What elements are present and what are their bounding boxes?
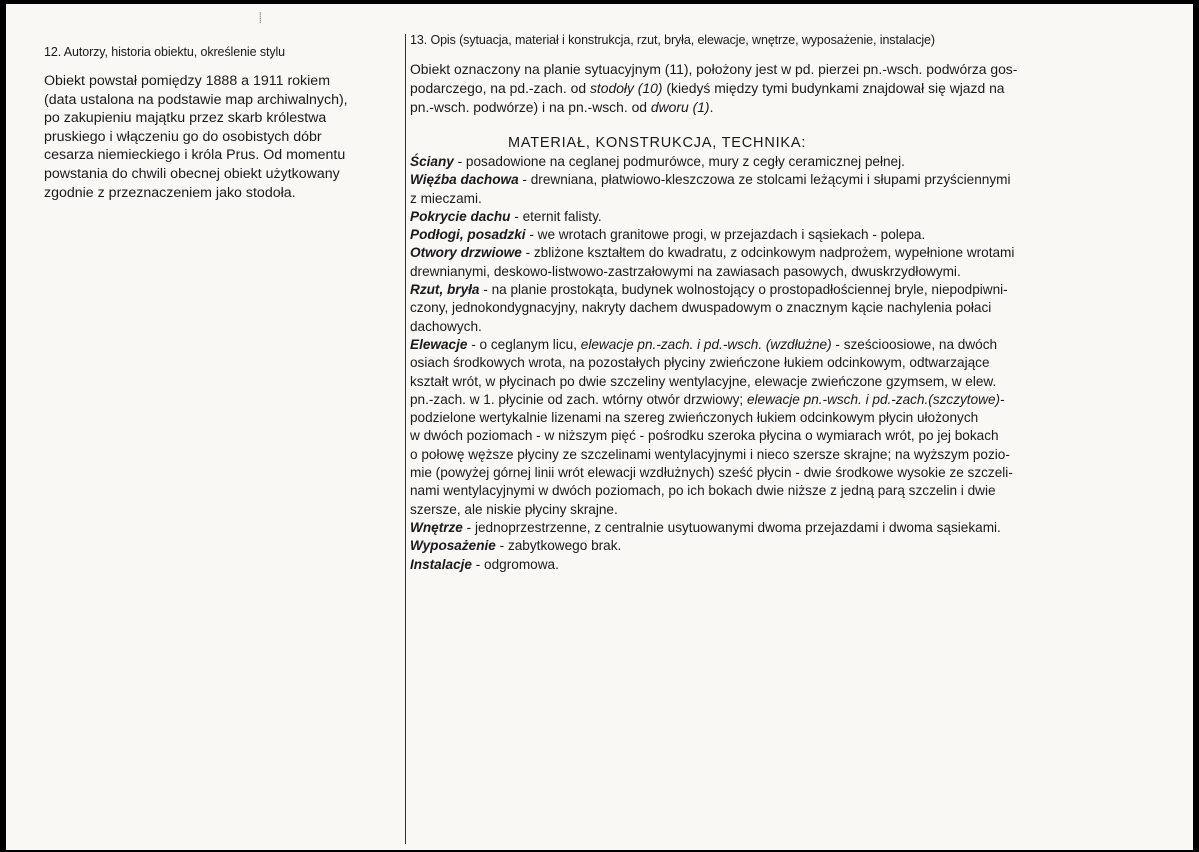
section-13-intro — [410, 60, 1146, 117]
entry-podlogi: Podłogi, posadzki - we wrotach granitowe progi, w przejazdach i sąsiekach - polepa. — [410, 227, 926, 243]
reference-dwor: dworu (1) — [650, 99, 710, 115]
text-line: po zakupieniu majątku przez skarb królestwa — [44, 110, 327, 127]
column-divider — [405, 34, 406, 844]
entry-wnetrze: Wnętrze - jednoprzestrzenne, z centralnie usytuowanymi dwoma przejazdami i dwoma sąsiekami. — [410, 519, 1001, 535]
entry-term: Wnętrze — [410, 519, 463, 535]
material-section-title: MATERIAŁ, KONSTRUKCJA, TECHNIKA: — [508, 135, 807, 151]
text-line: pruskiego i włączeniu go do osobistych dóbr — [44, 128, 322, 145]
punch-mark: ⸽ — [259, 13, 262, 24]
section-12-header: 12. Autorzy, historia obiektu, określenie stylu — [44, 45, 286, 59]
section-13 — [410, 32, 1146, 574]
entry-pokrycie: Pokrycie dachu - eternit falisty. — [410, 208, 602, 224]
text-line: powstania do chwili obecnej obiekt użytkowany — [44, 165, 340, 182]
section-13-header: 13. Opis (sytuacja, materiał i konstrukcja, rzut, bryła, elewacje, wnętrze, wyposażenie, instalacje) — [410, 33, 935, 47]
entry-term: Instalacje — [410, 556, 472, 572]
entry-term: Ściany — [410, 154, 454, 169]
text-line: Obiekt powstał pomiędzy 1888 a 1911 rokiem — [44, 73, 331, 89]
entry-term: Rzut, bryła — [410, 282, 480, 298]
text-line: cesarza niemieckiego i króla Prus. Od momentu — [44, 147, 346, 164]
text-line: zgodnie z przeznaczeniem jako stodoła. — [44, 184, 296, 201]
entry-otwory: Otwory drzwiowe - zbliżone kształtem do kwadratu, z odcinkowym nadprożem, wypełnione wrotami drewnianymi, deskowo-listwowo-zastrzałowymi na zawiasach pasowych, dwuskrzydłowymi. — [410, 245, 1015, 279]
text-line: (data ustalona na podstawie map archiwalnych), — [44, 91, 348, 108]
text-line: Obiekt oznaczony na planie sytuacyjnym (11), położony jest w pd. pierzei pn.-wsch. podwórza gos- — [410, 61, 1018, 77]
document-page — [6, 4, 1193, 850]
entry-wiezba: Więźba dachowa - drewniana, płatwiowo-kleszczowa ze stolcami leżącymi i słupami przyściennymi z mieczami. — [410, 172, 1011, 206]
entry-rzut: Rzut, bryła - na planie prostokąta, budynek wolnostojący o prostopadłościennej bryle, niepodpiwni- czony, jednokondygnacyjny, nakryty dachem dwuspadowym o znacznym kącie nachylenia połaci dachowych. — [410, 282, 1008, 334]
entry-term: Otwory drzwiowe — [410, 245, 522, 261]
entry-term: Podłogi, posadzki — [410, 227, 526, 243]
entry-term: Pokrycie dachu — [410, 208, 511, 224]
reference-stodola: stodoły (10) — [589, 80, 663, 96]
section-12 — [44, 44, 400, 202]
entry-instalacje: Instalacje - odgromowa. — [410, 556, 559, 572]
entry-elewacje: Elewacje - o ceglanym licu, elewacje pn.-zach. i pd.-wsch. (wzdłużne) - sześcioosiowe, na dwóch osiach środkowych wrota, na pozostałych płyciny zwieńczone łukiem odcinkowym, odtwarzające kształt wrót, w płycinach po dwie szczeliny wentylacyjne, elewacje zwieńczone gzymsem, w elew. pn.-zach. w 1. płycinie od zach. wtórny otwór drzwiowy; elewacje pn.-wsch. i pd.-zach.(szczytowe)- podzielone wertykalnie lizenami na szereg zwieńczonych łukiem odcinkowym płycin ułożonych w dwóch poziomach - w niższym pięć - pośrodku szeroka płycina o wymiarach wrót, po jej bokach o połowę węższe płyciny ze szczelinami wentylacyjnymi i nieco szersze skrajne; na wyższym pozio- mie (powyżej górnej linii wrót elewacji wzdłużnych) sześć płycin - dwie środkowe wysokie ze szczeli- nami wentylacyjnymi w dwóch poziomach, po ich bokach dwie niższe z jedną parą szczelin i dwie szersze, ale niskie płyciny skrajne. — [410, 336, 1013, 517]
text-line: podarczego, na pd.-zach. od stodoły (10) (kiedyś między tymi budynkami znajdował się wjazd na — [410, 80, 1005, 96]
entry-term: Wyposażenie — [410, 538, 496, 554]
section-12-body — [44, 72, 400, 202]
entry-term: Więźba dachowa — [410, 172, 519, 188]
entry-wyposazenie: Wyposażenie - zabytkowego brak. — [410, 538, 622, 554]
text-line: pn.-wsch. podwórze) i na pn.-wsch. od dworu (1). — [410, 99, 714, 115]
entry-sciany: Ściany - posadowione na ceglanej podmurówce, mury z cegły ceramicznej pełnej. — [410, 154, 905, 169]
entry-term: Elewacje — [410, 336, 468, 352]
